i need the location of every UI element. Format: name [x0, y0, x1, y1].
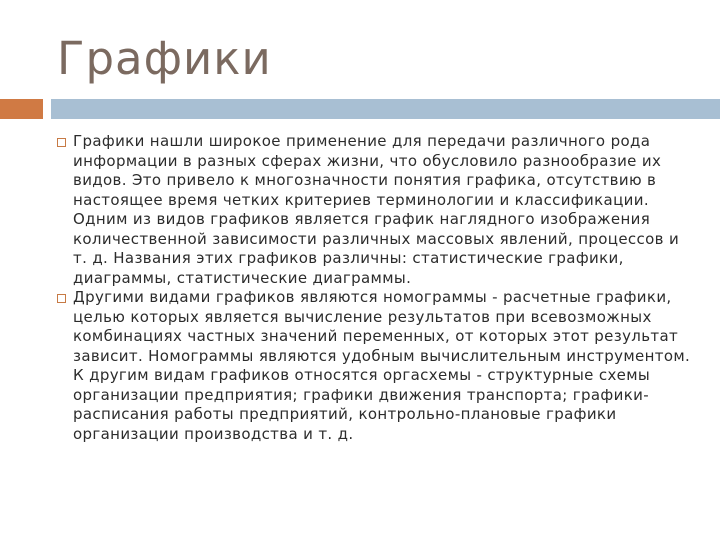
- slide-title: Графики: [57, 32, 272, 85]
- accent-bar-orange: [0, 99, 43, 119]
- slide-content: [57, 132, 697, 444]
- bullet-item: [57, 288, 697, 444]
- bullet-text: Графики нашли широкое применение для передачи различного рода информации в разных сферах жизни, что обусловило разнообразие их видов. Это привело к многозначности понятия графика, отсутствию в настоящее время четких критериев терминологии и классификации. Одним из видов графиков является график наглядного изображения количественной зависимости различных массовых явлений, процессов и т. д. Названия этих графиков различны: статистические графики, диаграммы, статистические диаграммы.: [73, 132, 680, 287]
- bullet-text: Другими видами графиков являются номограммы - расчетные графики, целью которых является вычисление результатов при всевозможных комбинациях частных значений переменных, от которых этот результат зависит. Номограммы являются удобным вычислительным инструментом. К другим видам графиков относятся оргасхемы - структурные схемы организации предприятия; графики движения транспорта; графики-расписания работы предприятий, контрольно-плановые графики организации производства и т. д.: [73, 288, 691, 443]
- hollow-square-bullet-icon: [57, 294, 66, 303]
- bullet-item: [57, 132, 697, 288]
- hollow-square-bullet-icon: [57, 138, 66, 147]
- accent-bar-blue: [51, 99, 720, 119]
